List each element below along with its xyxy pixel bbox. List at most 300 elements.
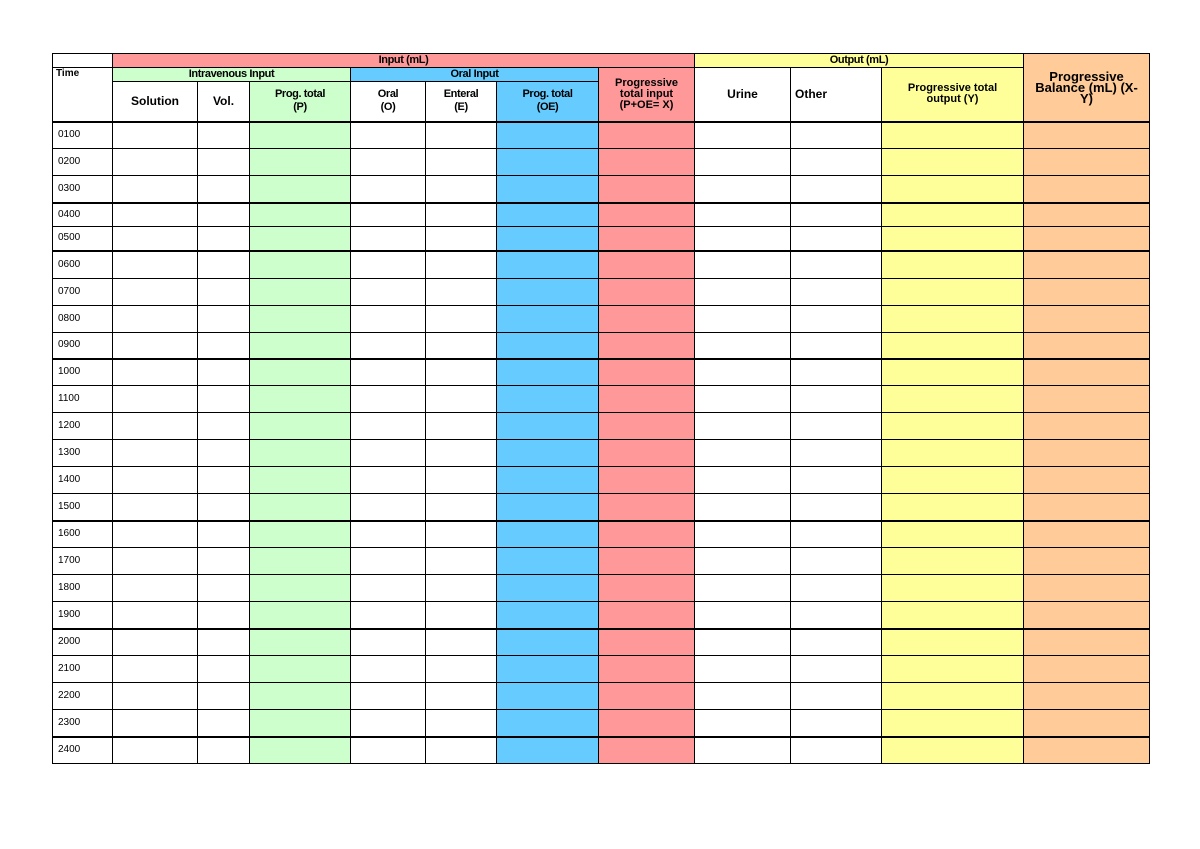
- progressive-balance-cell[interactable]: [1024, 306, 1150, 333]
- prog-total-oe-cell[interactable]: [497, 333, 599, 359]
- enteral-cell[interactable]: [426, 306, 497, 333]
- progressive-total-output-cell[interactable]: [882, 359, 1024, 386]
- time-cell: 1400: [53, 467, 113, 494]
- oral-cell[interactable]: [351, 737, 426, 764]
- oral-cell[interactable]: [351, 122, 426, 149]
- prog-total-p-cell[interactable]: [250, 683, 351, 710]
- vol-cell[interactable]: [198, 683, 250, 710]
- table-row: [53, 629, 1150, 656]
- other-cell[interactable]: [791, 656, 882, 683]
- progressive-balance-cell[interactable]: [1024, 548, 1150, 575]
- progressive-balance-header: Progressive Balance (mL) (X-Y): [1024, 54, 1150, 122]
- time-cell: 2100: [53, 656, 113, 683]
- progressive-total-output-cell[interactable]: [882, 656, 1024, 683]
- enteral-cell[interactable]: [426, 203, 497, 227]
- solution-cell[interactable]: [113, 306, 198, 333]
- enteral-cell[interactable]: [426, 710, 497, 737]
- urine-header: Urine: [695, 68, 791, 122]
- progressive-total-output-cell[interactable]: [882, 629, 1024, 656]
- other-cell[interactable]: [791, 122, 882, 149]
- progressive-balance-cell[interactable]: [1024, 149, 1150, 176]
- progressive-total-output-cell[interactable]: [882, 710, 1024, 737]
- solution-cell[interactable]: [113, 279, 198, 306]
- other-cell[interactable]: [791, 333, 882, 359]
- other-cell[interactable]: [791, 203, 882, 227]
- time-cell: 1900: [53, 602, 113, 629]
- enteral-cell[interactable]: [426, 467, 497, 494]
- prog-total-p-cell[interactable]: [250, 251, 351, 279]
- urine-cell[interactable]: [695, 629, 791, 656]
- progressive-total-input-cell[interactable]: [599, 440, 695, 467]
- prog-total-p-cell[interactable]: [250, 710, 351, 737]
- other-cell[interactable]: [791, 629, 882, 656]
- other-cell[interactable]: [791, 306, 882, 333]
- progressive-balance-cell[interactable]: [1024, 203, 1150, 227]
- progressive-total-input-cell[interactable]: [599, 227, 695, 251]
- solution-cell[interactable]: [113, 737, 198, 764]
- urine-cell[interactable]: [695, 548, 791, 575]
- progressive-total-output-cell[interactable]: [882, 386, 1024, 413]
- urine-cell[interactable]: [695, 227, 791, 251]
- other-cell[interactable]: [791, 359, 882, 386]
- progressive-total-output-cell[interactable]: [882, 521, 1024, 548]
- oral-cell[interactable]: [351, 306, 426, 333]
- other-cell[interactable]: [791, 149, 882, 176]
- prog-total-p-cell[interactable]: [250, 227, 351, 251]
- progressive-total-input-cell[interactable]: [599, 683, 695, 710]
- solution-cell[interactable]: [113, 494, 198, 521]
- oral-cell[interactable]: [351, 710, 426, 737]
- oral-cell[interactable]: [351, 521, 426, 548]
- prog-total-oe-cell[interactable]: [497, 575, 599, 602]
- vol-cell[interactable]: [198, 494, 250, 521]
- progressive-total-output-cell[interactable]: [882, 683, 1024, 710]
- oral-cell[interactable]: [351, 413, 426, 440]
- vol-cell[interactable]: [198, 306, 250, 333]
- progressive-total-input-cell[interactable]: [599, 602, 695, 629]
- enteral-cell[interactable]: [426, 333, 497, 359]
- progressive-total-input-cell[interactable]: [599, 279, 695, 306]
- prog-total-p-cell[interactable]: [250, 386, 351, 413]
- vol-cell[interactable]: [198, 176, 250, 203]
- oral-cell[interactable]: [351, 386, 426, 413]
- enteral-cell[interactable]: [426, 602, 497, 629]
- oral-cell[interactable]: [351, 227, 426, 251]
- prog-total-p-cell[interactable]: [250, 359, 351, 386]
- urine-cell[interactable]: [695, 149, 791, 176]
- solution-cell[interactable]: [113, 413, 198, 440]
- solution-cell[interactable]: [113, 359, 198, 386]
- prog-total-oe-cell[interactable]: [497, 602, 599, 629]
- prog-total-oe-cell[interactable]: [497, 176, 599, 203]
- solution-cell[interactable]: [113, 683, 198, 710]
- progressive-total-output-cell[interactable]: [882, 251, 1024, 279]
- urine-cell[interactable]: [695, 575, 791, 602]
- vol-cell[interactable]: [198, 227, 250, 251]
- progressive-total-input-cell[interactable]: [599, 467, 695, 494]
- enteral-cell[interactable]: [426, 251, 497, 279]
- progressive-balance-cell[interactable]: [1024, 440, 1150, 467]
- progressive-total-output-cell[interactable]: [882, 440, 1024, 467]
- progressive-balance-cell[interactable]: [1024, 333, 1150, 359]
- solution-header: Solution: [113, 82, 198, 122]
- prog-total-oe-cell[interactable]: [497, 251, 599, 279]
- prog-total-p-cell[interactable]: [250, 629, 351, 656]
- intravenous-input-header: Intravenous Input: [113, 68, 351, 82]
- progressive-total-input-cell[interactable]: [599, 629, 695, 656]
- progressive-total-output-cell[interactable]: [882, 467, 1024, 494]
- enteral-cell[interactable]: [426, 575, 497, 602]
- oral-cell[interactable]: [351, 467, 426, 494]
- solution-cell[interactable]: [113, 710, 198, 737]
- enteral-cell[interactable]: [426, 440, 497, 467]
- other-cell[interactable]: [791, 710, 882, 737]
- vol-cell[interactable]: [198, 386, 250, 413]
- solution-cell[interactable]: [113, 386, 198, 413]
- progressive-total-output-cell[interactable]: [882, 602, 1024, 629]
- output-header: Output (mL): [695, 54, 1024, 68]
- other-cell[interactable]: [791, 467, 882, 494]
- vol-cell[interactable]: [198, 467, 250, 494]
- progressive-total-output-cell[interactable]: [882, 494, 1024, 521]
- table-row: [53, 602, 1150, 629]
- progressive-total-input-cell[interactable]: [599, 386, 695, 413]
- progressive-balance-cell[interactable]: [1024, 413, 1150, 440]
- prog-total-oe-cell[interactable]: [497, 440, 599, 467]
- vol-cell[interactable]: [198, 440, 250, 467]
- enteral-cell[interactable]: [426, 279, 497, 306]
- progressive-total-input-cell[interactable]: [599, 548, 695, 575]
- other-cell[interactable]: [791, 521, 882, 548]
- urine-cell[interactable]: [695, 710, 791, 737]
- oral-cell[interactable]: [351, 203, 426, 227]
- enteral-cell[interactable]: [426, 386, 497, 413]
- vol-cell[interactable]: [198, 359, 250, 386]
- progressive-balance-cell[interactable]: [1024, 683, 1150, 710]
- prog-total-oe-cell[interactable]: [497, 122, 599, 149]
- enteral-cell[interactable]: [426, 737, 497, 764]
- progressive-total-input-cell[interactable]: [599, 737, 695, 764]
- progressive-total-input-cell[interactable]: [599, 122, 695, 149]
- vol-cell[interactable]: [198, 521, 250, 548]
- time-cell: 0600: [53, 251, 113, 279]
- solution-cell[interactable]: [113, 467, 198, 494]
- vol-cell[interactable]: [198, 737, 250, 764]
- enteral-cell[interactable]: [426, 176, 497, 203]
- oral-o-header: Oral (O): [351, 82, 426, 122]
- progressive-total-output-cell[interactable]: [882, 575, 1024, 602]
- prog-total-oe-cell[interactable]: [497, 149, 599, 176]
- progressive-total-input-cell[interactable]: [599, 656, 695, 683]
- time-cell: 1300: [53, 440, 113, 467]
- progressive-total-input-cell[interactable]: [599, 251, 695, 279]
- time-cell: 0700: [53, 279, 113, 306]
- prog-total-p-cell[interactable]: [250, 521, 351, 548]
- progressive-total-input-cell[interactable]: [599, 521, 695, 548]
- vol-cell[interactable]: [198, 575, 250, 602]
- vol-header: Vol.: [198, 82, 250, 122]
- solution-cell[interactable]: [113, 602, 198, 629]
- other-cell[interactable]: [791, 251, 882, 279]
- urine-cell[interactable]: [695, 251, 791, 279]
- progressive-total-output-cell[interactable]: [882, 122, 1024, 149]
- other-cell[interactable]: [791, 494, 882, 521]
- time-cell: 0300: [53, 176, 113, 203]
- prog-total-oe-header: Prog. total (OE): [497, 82, 599, 122]
- prog-total-p-cell[interactable]: [250, 203, 351, 227]
- vol-cell[interactable]: [198, 710, 250, 737]
- other-cell[interactable]: [791, 683, 882, 710]
- progressive-balance-cell[interactable]: [1024, 656, 1150, 683]
- prog-total-oe-cell[interactable]: [497, 386, 599, 413]
- progressive-balance-cell[interactable]: [1024, 710, 1150, 737]
- prog-total-p-cell[interactable]: [250, 548, 351, 575]
- solution-cell[interactable]: [113, 176, 198, 203]
- solution-cell[interactable]: [113, 548, 198, 575]
- progressive-total-output-cell[interactable]: [882, 279, 1024, 306]
- urine-cell[interactable]: [695, 333, 791, 359]
- prog-total-oe-cell[interactable]: [497, 227, 599, 251]
- vol-cell[interactable]: [198, 656, 250, 683]
- table-row: [53, 548, 1150, 575]
- urine-cell[interactable]: [695, 279, 791, 306]
- prog-total-p-cell[interactable]: [250, 494, 351, 521]
- solution-cell[interactable]: [113, 122, 198, 149]
- urine-cell[interactable]: [695, 176, 791, 203]
- enteral-cell[interactable]: [426, 521, 497, 548]
- progressive-total-input-header: Progressive total input (P+OE= X): [599, 68, 695, 122]
- urine-cell[interactable]: [695, 306, 791, 333]
- progressive-balance-cell[interactable]: [1024, 122, 1150, 149]
- other-cell[interactable]: [791, 227, 882, 251]
- prog-total-oe-cell[interactable]: [497, 629, 599, 656]
- oral-cell[interactable]: [351, 149, 426, 176]
- prog-total-oe-cell[interactable]: [497, 548, 599, 575]
- prog-total-p-cell[interactable]: [250, 467, 351, 494]
- progressive-balance-cell[interactable]: [1024, 386, 1150, 413]
- oral-cell[interactable]: [351, 602, 426, 629]
- oral-cell[interactable]: [351, 251, 426, 279]
- progressive-balance-cell[interactable]: [1024, 737, 1150, 764]
- enteral-cell[interactable]: [426, 227, 497, 251]
- prog-total-p-cell[interactable]: [250, 122, 351, 149]
- other-cell[interactable]: [791, 386, 882, 413]
- vol-cell[interactable]: [198, 333, 250, 359]
- urine-cell[interactable]: [695, 602, 791, 629]
- prog-total-oe-cell[interactable]: [497, 656, 599, 683]
- oral-cell[interactable]: [351, 440, 426, 467]
- progressive-balance-cell[interactable]: [1024, 176, 1150, 203]
- table-row: [53, 440, 1150, 467]
- other-cell[interactable]: [791, 440, 882, 467]
- progressive-total-input-cell[interactable]: [599, 494, 695, 521]
- progressive-balance-cell[interactable]: [1024, 251, 1150, 279]
- urine-cell[interactable]: [695, 203, 791, 227]
- oral-cell[interactable]: [351, 494, 426, 521]
- progressive-total-input-cell[interactable]: [599, 149, 695, 176]
- progressive-total-output-cell[interactable]: [882, 176, 1024, 203]
- progressive-balance-cell[interactable]: [1024, 494, 1150, 521]
- urine-cell[interactable]: [695, 521, 791, 548]
- enteral-cell[interactable]: [426, 413, 497, 440]
- prog-total-p-cell[interactable]: [250, 413, 351, 440]
- prog-total-oe-cell[interactable]: [497, 683, 599, 710]
- progressive-total-output-cell[interactable]: [882, 306, 1024, 333]
- enteral-cell[interactable]: [426, 149, 497, 176]
- progressive-balance-cell[interactable]: [1024, 602, 1150, 629]
- table-row: [53, 251, 1150, 279]
- prog-total-p-cell[interactable]: [250, 149, 351, 176]
- progressive-total-output-cell[interactable]: [882, 149, 1024, 176]
- urine-cell[interactable]: [695, 440, 791, 467]
- urine-cell[interactable]: [695, 413, 791, 440]
- other-cell[interactable]: [791, 548, 882, 575]
- time-cell: 1700: [53, 548, 113, 575]
- oral-cell[interactable]: [351, 629, 426, 656]
- enteral-cell[interactable]: [426, 122, 497, 149]
- progressive-total-output-cell[interactable]: [882, 737, 1024, 764]
- progressive-balance-cell[interactable]: [1024, 467, 1150, 494]
- prog-total-p-cell[interactable]: [250, 440, 351, 467]
- progressive-balance-cell[interactable]: [1024, 227, 1150, 251]
- prog-total-oe-cell[interactable]: [497, 467, 599, 494]
- time-cell: 2300: [53, 710, 113, 737]
- urine-cell[interactable]: [695, 359, 791, 386]
- table-row: [53, 710, 1150, 737]
- other-cell[interactable]: [791, 413, 882, 440]
- oral-input-header: Oral Input: [351, 68, 599, 82]
- oral-cell[interactable]: [351, 683, 426, 710]
- vol-cell[interactable]: [198, 122, 250, 149]
- urine-cell[interactable]: [695, 467, 791, 494]
- other-cell[interactable]: [791, 575, 882, 602]
- vol-cell[interactable]: [198, 548, 250, 575]
- progressive-total-output-cell[interactable]: [882, 413, 1024, 440]
- enteral-cell[interactable]: [426, 656, 497, 683]
- other-cell[interactable]: [791, 176, 882, 203]
- oral-cell[interactable]: [351, 656, 426, 683]
- prog-total-oe-cell[interactable]: [497, 521, 599, 548]
- enteral-cell[interactable]: [426, 359, 497, 386]
- prog-total-oe-cell[interactable]: [497, 737, 599, 764]
- progressive-total-input-cell[interactable]: [599, 176, 695, 203]
- urine-cell[interactable]: [695, 683, 791, 710]
- progressive-total-input-cell[interactable]: [599, 333, 695, 359]
- solution-cell[interactable]: [113, 251, 198, 279]
- oral-cell[interactable]: [351, 176, 426, 203]
- progressive-total-output-cell[interactable]: [882, 203, 1024, 227]
- vol-cell[interactable]: [198, 629, 250, 656]
- prog-total-p-cell[interactable]: [250, 575, 351, 602]
- table-row: [53, 149, 1150, 176]
- progressive-total-output-cell[interactable]: [882, 227, 1024, 251]
- solution-cell[interactable]: [113, 440, 198, 467]
- prog-total-p-cell[interactable]: [250, 656, 351, 683]
- other-cell[interactable]: [791, 737, 882, 764]
- prog-total-oe-cell[interactable]: [497, 359, 599, 386]
- enteral-e-header: Enteral (E): [426, 82, 497, 122]
- progressive-total-output-cell[interactable]: [882, 333, 1024, 359]
- prog-total-oe-cell[interactable]: [497, 306, 599, 333]
- table-row: [53, 333, 1150, 359]
- prog-total-p-cell[interactable]: [250, 602, 351, 629]
- prog-total-p-cell[interactable]: [250, 333, 351, 359]
- other-cell[interactable]: [791, 602, 882, 629]
- progressive-balance-cell[interactable]: [1024, 521, 1150, 548]
- solution-cell[interactable]: [113, 203, 198, 227]
- oral-cell[interactable]: [351, 575, 426, 602]
- progressive-total-input-cell[interactable]: [599, 575, 695, 602]
- prog-total-p-cell[interactable]: [250, 279, 351, 306]
- prog-total-p-cell[interactable]: [250, 306, 351, 333]
- solution-cell[interactable]: [113, 227, 198, 251]
- time-cell: 1500: [53, 494, 113, 521]
- solution-cell[interactable]: [113, 656, 198, 683]
- enteral-cell[interactable]: [426, 629, 497, 656]
- prog-total-p-header: Prog. total (P): [250, 82, 351, 122]
- solution-cell[interactable]: [113, 629, 198, 656]
- other-cell[interactable]: [791, 279, 882, 306]
- progressive-balance-cell[interactable]: [1024, 629, 1150, 656]
- prog-total-oe-cell[interactable]: [497, 413, 599, 440]
- urine-cell[interactable]: [695, 122, 791, 149]
- vol-cell[interactable]: [198, 413, 250, 440]
- vol-cell[interactable]: [198, 251, 250, 279]
- progressive-total-input-cell[interactable]: [599, 413, 695, 440]
- progressive-total-input-cell[interactable]: [599, 306, 695, 333]
- vol-cell[interactable]: [198, 203, 250, 227]
- urine-cell[interactable]: [695, 656, 791, 683]
- urine-cell[interactable]: [695, 386, 791, 413]
- solution-cell[interactable]: [113, 575, 198, 602]
- progressive-balance-cell[interactable]: [1024, 359, 1150, 386]
- oral-cell[interactable]: [351, 359, 426, 386]
- urine-cell[interactable]: [695, 737, 791, 764]
- prog-total-oe-cell[interactable]: [497, 710, 599, 737]
- progressive-balance-cell[interactable]: [1024, 279, 1150, 306]
- vol-cell[interactable]: [198, 279, 250, 306]
- table-row: [53, 683, 1150, 710]
- table-row: [53, 575, 1150, 602]
- prog-total-oe-cell[interactable]: [497, 203, 599, 227]
- enteral-cell[interactable]: [426, 548, 497, 575]
- prog-total-p-cell[interactable]: [250, 176, 351, 203]
- progressive-total-input-cell[interactable]: [599, 359, 695, 386]
- vol-cell[interactable]: [198, 602, 250, 629]
- solution-cell[interactable]: [113, 149, 198, 176]
- table-row: [53, 737, 1150, 764]
- progressive-total-input-cell[interactable]: [599, 203, 695, 227]
- prog-total-oe-cell[interactable]: [497, 279, 599, 306]
- oral-cell[interactable]: [351, 548, 426, 575]
- enteral-cell[interactable]: [426, 683, 497, 710]
- progressive-total-output-header: Progressive total output (Y): [882, 68, 1024, 122]
- solution-cell[interactable]: [113, 521, 198, 548]
- oral-cell[interactable]: [351, 279, 426, 306]
- oral-cell[interactable]: [351, 333, 426, 359]
- solution-cell[interactable]: [113, 333, 198, 359]
- vol-cell[interactable]: [198, 149, 250, 176]
- progressive-total-input-cell[interactable]: [599, 710, 695, 737]
- prog-total-p-cell[interactable]: [250, 737, 351, 764]
- urine-cell[interactable]: [695, 494, 791, 521]
- prog-total-oe-cell[interactable]: [497, 494, 599, 521]
- enteral-cell[interactable]: [426, 494, 497, 521]
- time-cell: 0100: [53, 122, 113, 149]
- table-row: [53, 656, 1150, 683]
- progressive-total-output-cell[interactable]: [882, 548, 1024, 575]
- progressive-balance-cell[interactable]: [1024, 575, 1150, 602]
